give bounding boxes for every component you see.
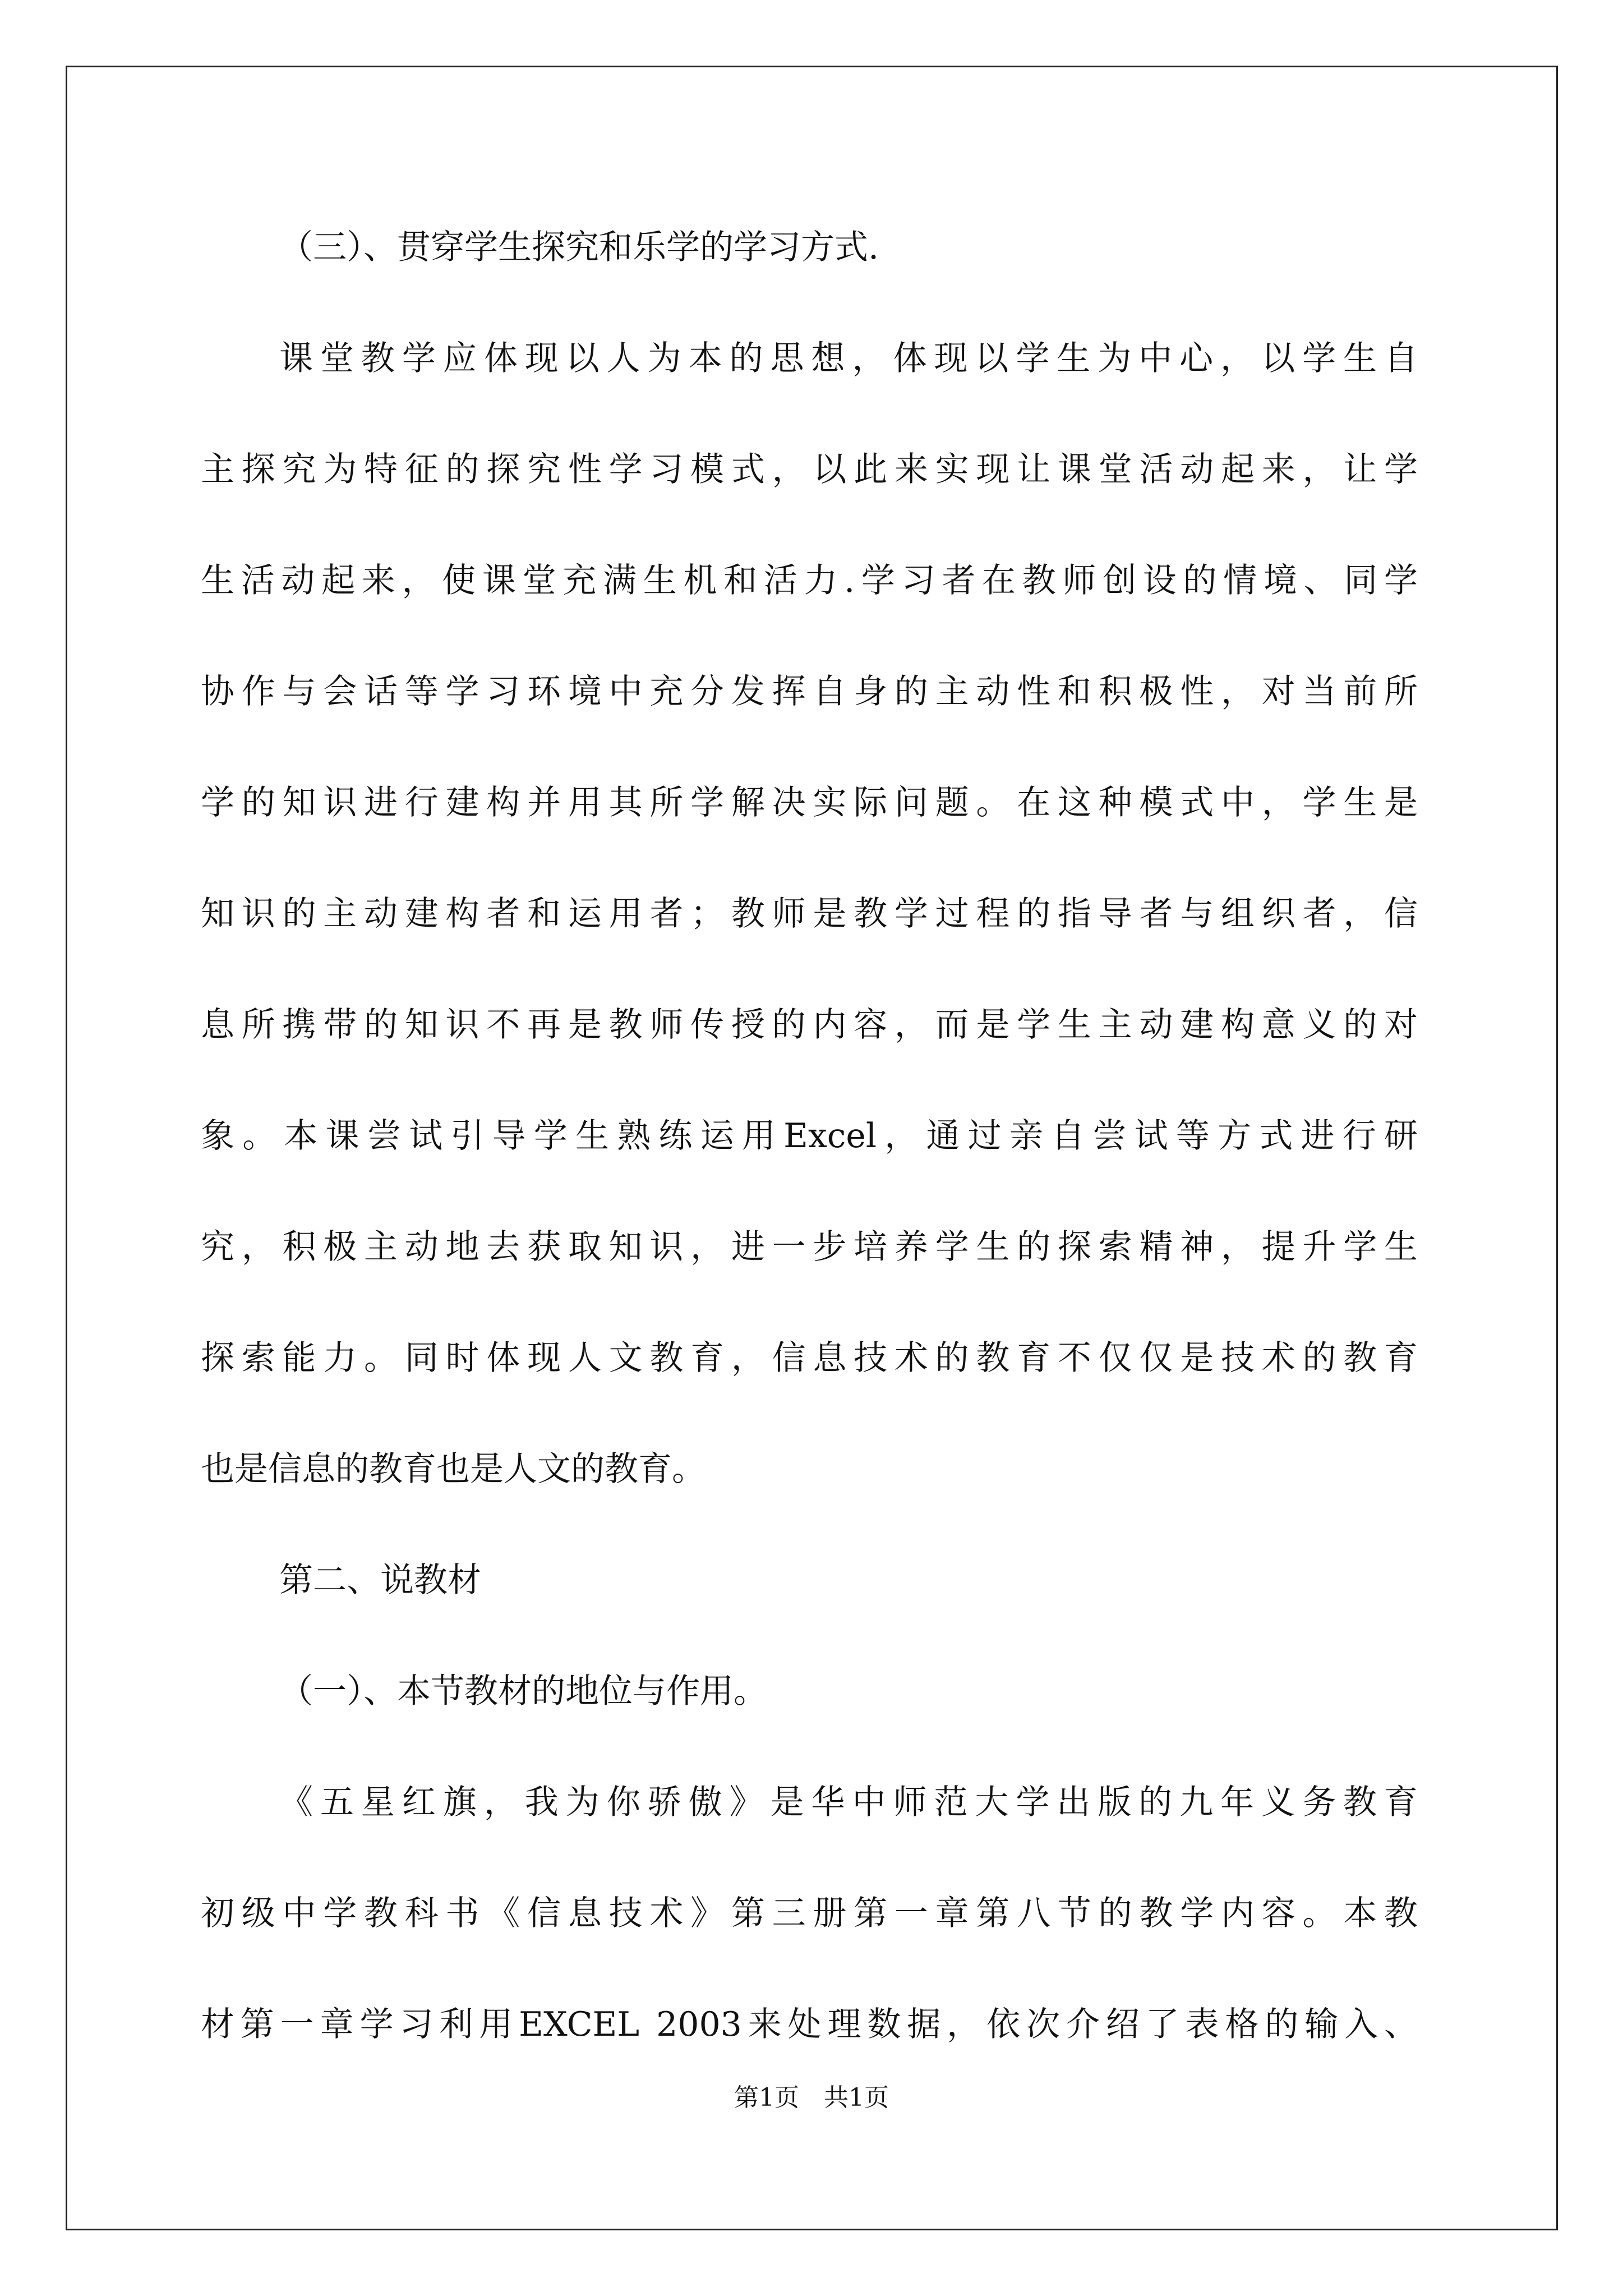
paragraph-line: 材第一章学习利用EXCEL 2003来处理数据，依次介绍了表格的输入、 bbox=[201, 2005, 1418, 2044]
paragraph-heading-line: （三）、贯穿学生探究和乐学的学习方式. bbox=[279, 228, 879, 267]
paragraph-line: 息所携带的知识不再是教师传授的内容，而是学生主动建构意义的对 bbox=[201, 1005, 1418, 1045]
paragraph-line: 学的知识进行建构并用其所学解决实际问题。在这种模式中，学生是 bbox=[201, 783, 1418, 822]
paragraph-line: 象。本课尝试引导学生熟练运用Excel，通过亲自尝试等方式进行研 bbox=[201, 1116, 1418, 1156]
paragraph-line: 主探究为特征的探究性学习模式，以此来实现让课堂活动起来，让学 bbox=[201, 450, 1418, 489]
paragraph-line: 《五星红旗，我为你骄傲》是华中师范大学出版的九年义务教育 bbox=[279, 1783, 1418, 1822]
paragraph-line: 协作与会话等学习环境中充分发挥自身的主动性和积极性，对当前所 bbox=[201, 672, 1418, 711]
paragraph-line: 课堂教学应体现以人为本的思想，体现以学生为中心，以学生自 bbox=[279, 339, 1418, 378]
paragraph-line: 究，积极主动地去获取知识，进一步培养学生的探索精神，提升学生 bbox=[201, 1227, 1418, 1267]
paragraph-line: 知识的主动建构者和运用者；教师是教学过程的指导者与组织者，信 bbox=[201, 894, 1418, 933]
section-heading-line: 第二、说教材 bbox=[279, 1561, 481, 1600]
page-footer: 第1页 共1页 bbox=[734, 2083, 889, 2112]
paragraph-line: 探索能力。同时体现人文教育，信息技术的教育不仅仅是技术的教育 bbox=[201, 1338, 1418, 1378]
paragraph-line: 也是信息的教育也是人文的教育。 bbox=[201, 1450, 706, 1489]
paragraph-line: 生活动起来，使课堂充满生机和活力.学习者在教师创设的情境、同学 bbox=[201, 561, 1418, 600]
subsection-heading-line: （一）、本节教材的地位与作用。 bbox=[279, 1672, 767, 1711]
paragraph-line: 初级中学教科书《信息技术》第三册第一章第八节的教学内容。本教 bbox=[201, 1894, 1418, 1933]
